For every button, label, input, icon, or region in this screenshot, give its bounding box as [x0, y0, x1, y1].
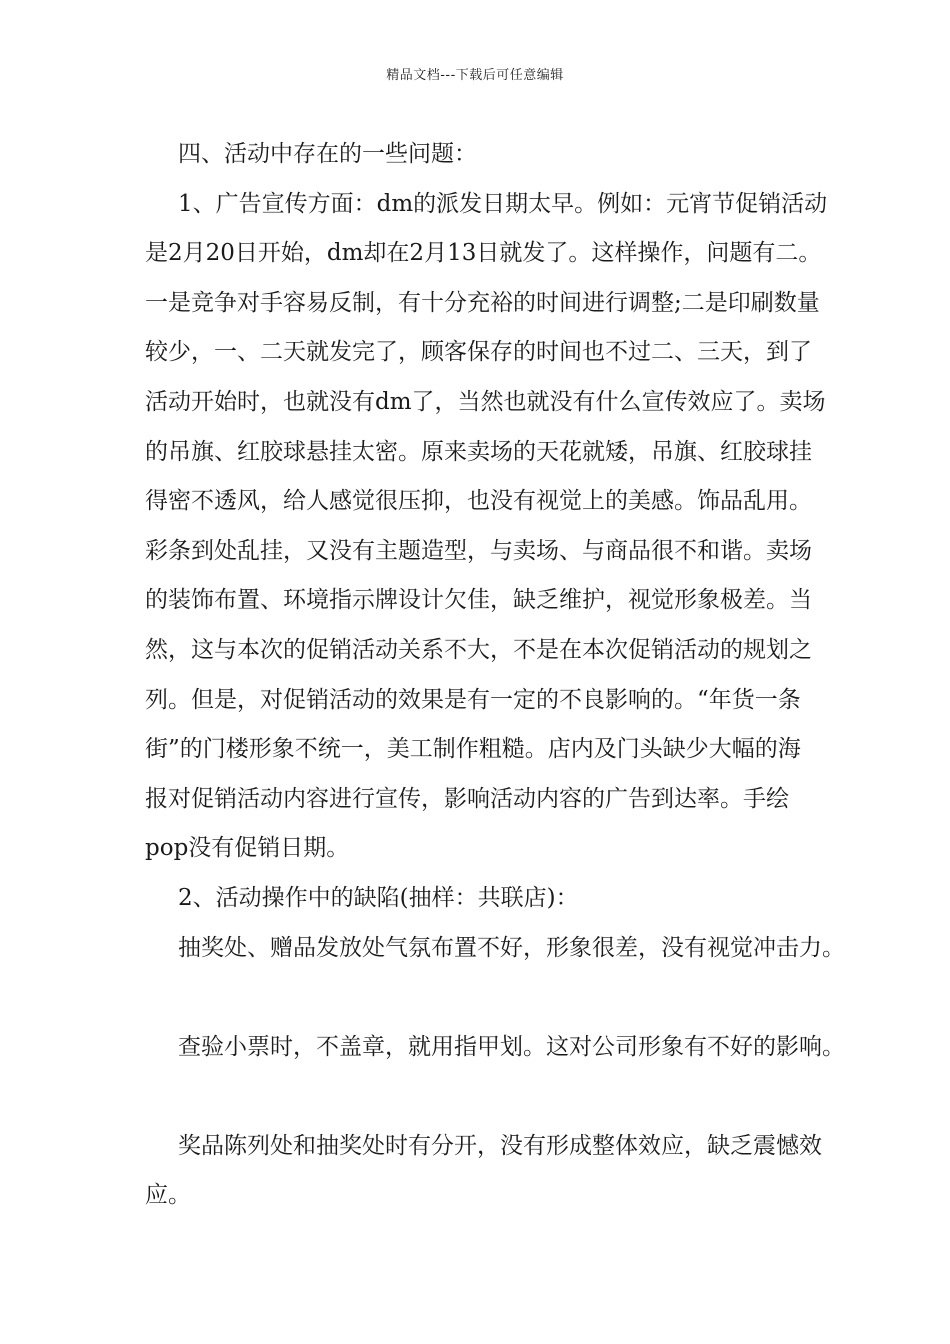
paragraph-line: pop没有促销日期。 — [145, 835, 350, 862]
paragraph-line: 一是竞争对手容易反制，有十分充裕的时间进行调整;二是印刷数量 — [145, 289, 820, 316]
subsection-heading: 2、活动操作中的缺陷(抽样：共联店)： — [178, 884, 579, 911]
paragraph-line: 应。 — [145, 1182, 191, 1209]
paragraph-line: 彩条到处乱挂，又没有主题造型，与卖场、与商品很不和谐。卖场 — [145, 537, 812, 564]
paragraph-spacer — [145, 1072, 825, 1122]
paragraph-line: 列。但是，对促销活动的效果是有一定的不良影响的。“年货一条 — [145, 686, 801, 713]
paragraph-line: 奖品陈列处和抽奖处时有分开，没有形成整体效应，缺乏震憾效 — [178, 1132, 822, 1159]
paragraph-line: 抽奖处、赠品发放处气氛布置不好，形象很差，没有视觉冲击力。 — [178, 934, 845, 961]
paragraph-line: 较少，一、二天就发完了，顾客保存的时间也不过二、三天，到了 — [145, 339, 812, 366]
paragraph-line: 1、广告宣传方面：dm的派发日期太早。例如：元宵节促销活动 — [178, 190, 828, 217]
paragraph-line: 查验小票时，不盖章，就用指甲划。这对公司形象有不好的影响。 — [178, 1033, 845, 1060]
paragraph-line: 的装饰布置、环境指示牌设计欠佳，缺乏维护，视觉形象极差。当 — [145, 587, 812, 614]
paragraph-spacer — [145, 973, 825, 1023]
paragraph-line: 街”的门楼形象不统一，美工制作粗糙。店内及门头缺少大幅的海 — [145, 736, 801, 763]
document-body — [145, 130, 845, 1221]
paragraph-line: 是2月20日开始，dm却在2月13日就发了。这样操作，问题有二。 — [145, 240, 822, 267]
paragraph-line: 的吊旗、红胶球悬挂太密。原来卖场的天花就矮，吊旗、红胶球挂 — [145, 438, 812, 465]
paragraph-line: 报对促销活动内容进行宣传，影响活动内容的广告到达率。手绘 — [145, 785, 789, 812]
section-heading: 四、活动中存在的一些问题： — [178, 141, 477, 167]
paragraph-line: 活动开始时，也就没有dm了，当然也就没有什么宣传效应了。卖场 — [145, 388, 826, 415]
paragraph-line: 然，这与本次的促销活动关系不大，不是在本次促销活动的规划之 — [145, 636, 812, 663]
paragraph-line: 得密不透风，给人感觉很压抑，也没有视觉上的美感。饰品乱用。 — [145, 488, 812, 515]
page-header: 精品文档---下载后可任意编辑 — [386, 68, 564, 83]
